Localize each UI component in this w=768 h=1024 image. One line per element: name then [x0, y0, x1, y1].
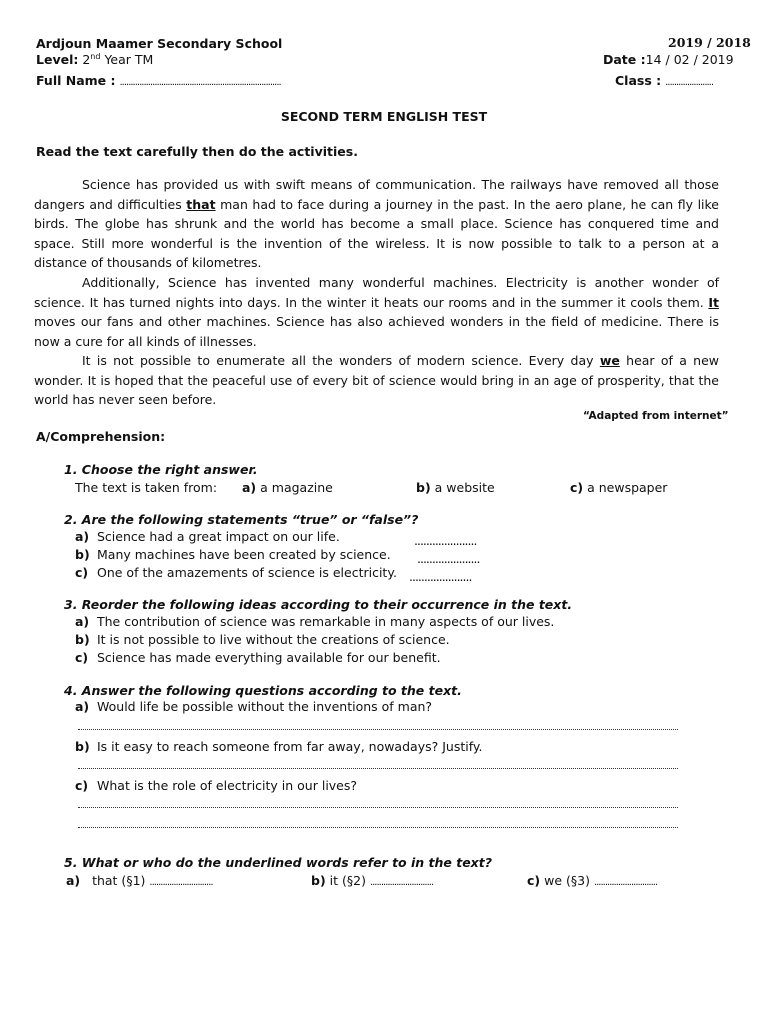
p3-text-b: hear of a new wonder. It is hoped that the peaceful use of every bit of science would bring in an age of prosperity, that the world has never seen before. — [34, 353, 719, 407]
q1-option-a[interactable] — [242, 480, 333, 495]
q5-c-text: we (§3) — [544, 873, 590, 888]
q1-a-label: a) — [242, 480, 257, 495]
fullname-label: Full Name : — [36, 73, 116, 88]
q5-a-answer[interactable]: ............................. — [149, 877, 213, 888]
q4-c-answer-line-2[interactable] — [78, 827, 678, 828]
q4-b-label: b) — [75, 739, 90, 754]
q1-b-text: a website — [434, 480, 495, 495]
level-suffix: nd — [90, 52, 101, 61]
q1-c-text: a newspaper — [587, 480, 668, 495]
date-label: Date : — [603, 52, 646, 67]
q2-c-text: One of the amazements of science is electricity. — [97, 565, 397, 580]
school-year: 2019 / 2018 — [668, 35, 751, 50]
q2-c-label: c) — [75, 565, 89, 580]
section-comprehension: A/Comprehension: — [36, 429, 166, 444]
q2-item-b — [75, 547, 391, 562]
school-name: Ardjoun Maamer Secondary School — [36, 36, 283, 51]
q5-a-text: that (§1) — [92, 873, 146, 888]
q2-b-answer[interactable]: ..................... — [417, 551, 480, 566]
q2-b-label: b) — [75, 547, 90, 562]
underlined-that: that — [186, 196, 216, 212]
class-field[interactable]: ...................... — [665, 77, 714, 88]
q4-a-answer-line[interactable] — [78, 729, 678, 730]
q2-item-c — [75, 565, 397, 580]
q1-option-c[interactable] — [570, 480, 667, 495]
q4-a-text: Would life be possible without the inventions of man? — [97, 699, 433, 714]
q2-a-answer[interactable]: ..................... — [414, 533, 477, 548]
q5-c-label: c) — [527, 873, 541, 888]
level-number: 2 — [82, 52, 91, 68]
fullname-line — [36, 73, 281, 88]
q5-c-answer[interactable]: ............................. — [593, 877, 658, 888]
q1-option-b[interactable] — [416, 480, 495, 495]
paragraph-3 — [34, 351, 719, 410]
q1-stem: The text is taken from: — [75, 480, 218, 495]
paragraph-2 — [34, 273, 719, 351]
fullname-field[interactable]: .......................................................................... — [119, 77, 281, 88]
q5-item-c — [527, 873, 657, 888]
q3-item-c — [75, 650, 441, 665]
q5-b-answer[interactable]: ............................. — [369, 877, 434, 888]
q2-b-text: Many machines have been created by science. — [97, 547, 391, 562]
q2-a-text: Science had a great impact on our life. — [97, 529, 340, 544]
underlined-it: It — [708, 294, 719, 310]
q2-title: 2. Are the following statements “true” or “false”? — [64, 512, 419, 527]
q2-c-answer[interactable]: ..................... — [409, 569, 472, 584]
q4-c-label: c) — [75, 778, 89, 793]
q3-item-b — [75, 632, 450, 647]
level-label: Level: — [36, 52, 79, 68]
q4-item-a — [75, 699, 432, 714]
q3-c-text: Science has made everything available for our benefit. — [97, 650, 441, 665]
q1-title: 1. Choose the right answer. — [64, 462, 258, 477]
q4-item-c — [75, 778, 357, 793]
paragraph-1 — [34, 175, 719, 273]
q5-a-label: a) — [66, 873, 81, 888]
instruction: Read the text carefully then do the activities. — [36, 144, 358, 159]
q3-title: 3. Reorder the following ideas according to their occurrence in the text. — [64, 597, 573, 612]
q5-b-text: it (§2) — [329, 873, 366, 888]
p2-text-a: Additionally, Science has invented many wonderful machines. Electricity is another wonder of science. It has turned nights into days. In the winter it heats our rooms and in the summer it cools them. — [34, 275, 719, 310]
test-title: SECOND TERM ENGLISH TEST — [280, 109, 488, 124]
q4-title: 4. Answer the following questions according to the text. — [64, 683, 462, 698]
p3-text-a: It is not possible to enumerate all the wonders of modern science. Every day — [82, 353, 600, 368]
q5-item-a — [66, 873, 213, 888]
q3-b-text: It is not possible to live without the creations of science. — [97, 632, 450, 647]
q3-c-label: c) — [75, 650, 89, 665]
q4-b-answer-line[interactable] — [78, 768, 678, 769]
p1-text-a: Science has provided us with swift means of communication. The railways have removed all those dangers and difficulties — [34, 177, 719, 212]
q2-item-a — [75, 529, 340, 544]
p1-text-b: man had to face during a journey in the past. In the aero plane, he can fly like birds. The globe has shrunk and the world has become a small place. Science has conquered time and space. Still more wonderful is the invention of the wireless. It is now possible to talk to a person at a distance of thousands of kilometres. — [34, 196, 719, 270]
source-note: “Adapted from internet” — [583, 410, 729, 422]
q5-title: 5. What or who do the underlined words refer to in the text? — [64, 855, 492, 870]
q4-c-answer-line-1[interactable] — [78, 807, 678, 808]
date-value: 14 / 02 / 2019 — [645, 52, 734, 67]
q1-b-label: b) — [416, 480, 431, 495]
q1-a-text: a magazine — [260, 480, 333, 495]
q3-a-label: a) — [75, 614, 90, 629]
level-line — [36, 52, 153, 67]
class-label: Class : — [615, 73, 662, 88]
q5-b-label: b) — [311, 873, 326, 888]
q4-b-text: Is it easy to reach someone from far away, nowadays? Justify. — [97, 739, 483, 754]
q4-c-text: What is the role of electricity in our lives? — [97, 778, 358, 793]
q2-a-label: a) — [75, 529, 90, 544]
date-line — [603, 52, 734, 67]
p2-text-b: moves our fans and other machines. Science has also achieved wonders in the field of medicine. There is now a cure for all kinds of illnesses. — [34, 314, 719, 349]
q3-b-label: b) — [75, 632, 90, 647]
q3-item-a — [75, 614, 554, 629]
q3-a-text: The contribution of science was remarkable in many aspects of our lives. — [97, 614, 555, 629]
class-line — [615, 73, 713, 88]
level-value: Year TM — [104, 52, 154, 68]
underlined-we: we — [599, 353, 620, 368]
q4-item-b — [75, 739, 482, 754]
q5-item-b — [311, 873, 433, 888]
q4-a-label: a) — [75, 699, 90, 714]
q1-c-label: c) — [570, 480, 584, 495]
